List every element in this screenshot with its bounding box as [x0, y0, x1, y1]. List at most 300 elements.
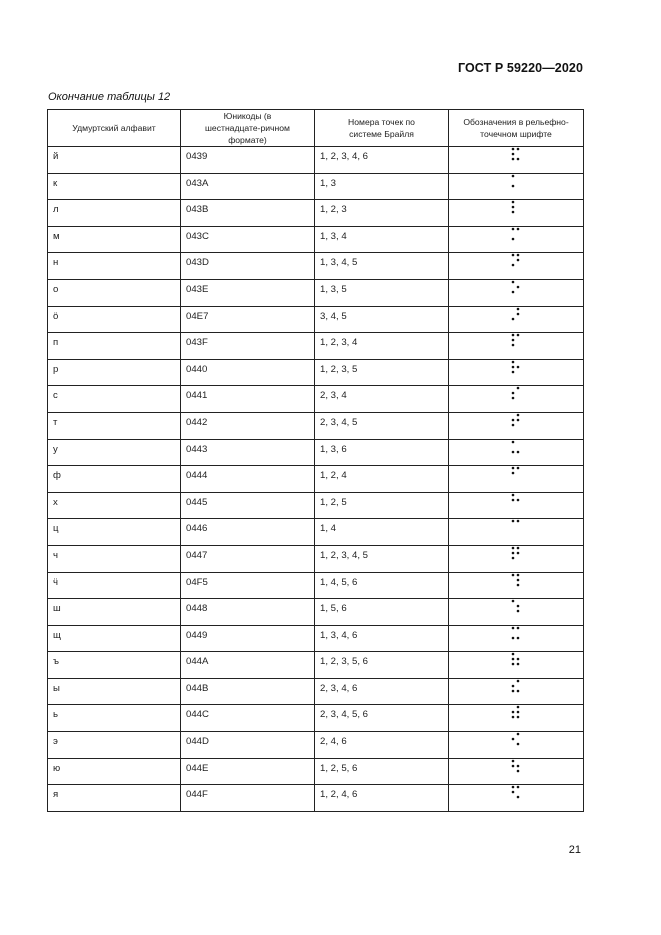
braille-dot	[517, 764, 520, 767]
unicode-cell-text: 043C	[186, 230, 209, 242]
unicode-cell-text: 044D	[186, 736, 209, 748]
braille-dot	[517, 610, 520, 613]
braille-cell	[449, 678, 584, 705]
table-row	[48, 306, 584, 333]
letter-cell	[48, 306, 181, 333]
dots-cell-text: 2, 3, 4	[320, 390, 347, 402]
braille-glyph-icon	[511, 413, 521, 427]
braille-dot	[517, 663, 520, 666]
unicode-cell-text: 0448	[186, 603, 208, 615]
letter-cell	[48, 652, 181, 679]
table-row	[48, 572, 584, 599]
braille-dot	[517, 520, 520, 523]
dots-cell	[315, 359, 449, 386]
letter-cell	[48, 333, 181, 360]
dots-cell-text: 1, 2, 4	[320, 470, 347, 482]
dots-cell	[315, 386, 449, 413]
braille-dot	[512, 281, 515, 284]
letter-cell	[48, 678, 181, 705]
braille-dot	[512, 711, 515, 714]
braille-glyph-icon	[511, 705, 521, 719]
braille-dot	[512, 764, 515, 767]
table-row	[48, 439, 584, 466]
braille-glyph-icon	[511, 227, 521, 241]
unicode-cell	[181, 732, 315, 759]
letter-cell-text: ф	[53, 470, 61, 482]
braille-dot	[512, 419, 515, 422]
braille-dot	[517, 743, 520, 746]
letter-cell	[48, 732, 181, 759]
letter-cell	[48, 705, 181, 732]
unicode-cell	[181, 306, 315, 333]
braille-dot	[512, 334, 515, 337]
table-row	[48, 279, 584, 306]
unicode-cell-text: 043E	[186, 283, 209, 295]
unicode-cell-text: 043D	[186, 257, 209, 269]
braille-dot	[512, 467, 515, 470]
braille-dot	[512, 626, 515, 629]
dots-cell	[315, 572, 449, 599]
table-row	[48, 785, 584, 812]
braille-glyph-icon	[511, 652, 521, 666]
braille-dot	[517, 254, 520, 257]
letter-cell-text: ь	[53, 709, 58, 721]
unicode-cell	[181, 333, 315, 360]
dots-cell	[315, 466, 449, 493]
letter-cell-text: р	[53, 363, 59, 375]
braille-dot	[517, 312, 520, 315]
letter-cell	[48, 599, 181, 626]
braille-cell	[449, 758, 584, 785]
dots-cell	[315, 519, 449, 546]
braille-dot	[517, 227, 520, 230]
braille-glyph-icon	[511, 493, 521, 507]
braille-dot	[517, 450, 520, 453]
dots-cell-text: 1, 3, 5	[320, 283, 347, 295]
braille-dot	[512, 547, 515, 550]
letter-cell-text: ӵ	[53, 576, 58, 588]
letter-cell	[48, 625, 181, 652]
braille-cell	[449, 333, 584, 360]
braille-dot	[512, 158, 515, 161]
braille-dot	[512, 786, 515, 789]
letter-cell	[48, 279, 181, 306]
letter-cell-text: щ	[53, 629, 61, 641]
unicode-cell-text: 0439	[186, 151, 208, 162]
unicode-cell-text: 0446	[186, 523, 208, 535]
braille-dot	[512, 738, 515, 741]
table-row	[48, 466, 584, 493]
dots-cell	[315, 758, 449, 785]
dots-cell-text: 1, 4	[320, 523, 337, 535]
unicode-cell	[181, 466, 315, 493]
braille-glyph-icon	[511, 626, 521, 640]
braille-dot	[512, 658, 515, 661]
table-row	[48, 253, 584, 280]
table-row	[48, 173, 584, 200]
unicode-cell-text: 044A	[186, 656, 209, 668]
braille-dot	[517, 158, 520, 161]
braille-cell	[449, 545, 584, 572]
braille-glyph-icon	[511, 599, 521, 613]
letter-cell	[48, 147, 181, 174]
braille-dot	[512, 759, 515, 762]
braille-dot	[512, 360, 515, 363]
dots-cell	[315, 599, 449, 626]
unicode-cell	[181, 492, 315, 519]
braille-cell	[449, 625, 584, 652]
dots-cell	[315, 732, 449, 759]
braille-dot	[517, 605, 520, 608]
unicode-cell-text: 0440	[186, 363, 208, 375]
letter-cell-text: н	[53, 257, 59, 269]
braille-dot	[512, 791, 515, 794]
braille-dot	[517, 578, 520, 581]
braille-glyph-icon	[511, 759, 521, 773]
unicode-cell-text: 044C	[186, 709, 209, 721]
braille-dot	[517, 733, 520, 736]
table-row	[48, 758, 584, 785]
dots-cell-text: 1, 2, 5, 6	[320, 762, 358, 774]
unicode-cell-text: 0447	[186, 549, 208, 561]
dots-cell-text: 1, 4, 5, 6	[320, 576, 358, 588]
braille-glyph-icon	[511, 785, 521, 799]
dots-cell-text: 2, 4, 6	[320, 736, 347, 748]
braille-dot	[512, 557, 515, 560]
letter-cell	[48, 226, 181, 253]
unicode-cell	[181, 412, 315, 439]
unicode-cell-text: 0441	[186, 390, 208, 402]
dots-cell	[315, 492, 449, 519]
letter-cell	[48, 785, 181, 812]
dots-cell	[315, 412, 449, 439]
table-row	[48, 519, 584, 546]
unicode-cell	[181, 625, 315, 652]
braille-glyph-icon	[511, 307, 521, 321]
letter-cell	[48, 173, 181, 200]
braille-dot	[512, 716, 515, 719]
table-row	[48, 359, 584, 386]
letter-cell	[48, 572, 181, 599]
braille-dot	[512, 370, 515, 373]
braille-dot	[512, 653, 515, 656]
braille-dot	[512, 450, 515, 453]
unicode-cell	[181, 519, 315, 546]
letter-cell-text: й	[53, 151, 59, 162]
braille-dot	[512, 397, 515, 400]
dots-cell	[315, 678, 449, 705]
braille-glyph-icon	[511, 573, 521, 587]
letter-cell-text: э	[53, 736, 58, 748]
unicode-cell-text: 043F	[186, 337, 208, 349]
dots-cell-text: 1, 3, 4	[320, 230, 347, 242]
braille-dot	[517, 769, 520, 772]
letter-cell	[48, 492, 181, 519]
unicode-cell	[181, 226, 315, 253]
letter-cell-text: л	[53, 204, 59, 216]
letter-cell-text: ч	[53, 549, 58, 561]
braille-dot	[517, 636, 520, 639]
braille-dot	[512, 498, 515, 501]
letter-cell-text: о	[53, 283, 59, 295]
table-row	[48, 732, 584, 759]
braille-dot	[512, 440, 515, 443]
letter-cell-text: ӧ	[53, 310, 59, 322]
dots-cell	[315, 200, 449, 227]
braille-dot	[517, 716, 520, 719]
letter-cell	[48, 253, 181, 280]
table-row	[48, 705, 584, 732]
dots-cell-text: 1, 3	[320, 177, 337, 189]
table-row	[48, 226, 584, 253]
braille-dot	[512, 339, 515, 342]
dots-cell-text: 1, 3, 4, 6	[320, 629, 358, 641]
unicode-cell	[181, 253, 315, 280]
braille-dot	[517, 552, 520, 555]
dots-cell-text: 1, 2, 3, 4	[320, 337, 358, 349]
table-row	[48, 200, 584, 227]
braille-dot	[512, 472, 515, 475]
braille-dot	[512, 663, 515, 666]
letter-cell-text: ю	[53, 762, 61, 774]
header-dots: Номера точек по системе Брайля	[315, 110, 449, 147]
dots-cell-text: 1, 2, 3, 5	[320, 363, 358, 375]
unicode-cell-text: 043A	[186, 177, 209, 189]
dots-cell	[315, 705, 449, 732]
braille-dot	[517, 690, 520, 693]
letter-cell	[48, 545, 181, 572]
braille-dot	[517, 414, 520, 417]
braille-dot	[512, 227, 515, 230]
letter-cell-text: ы	[53, 682, 60, 694]
unicode-cell-text: 0445	[186, 496, 208, 508]
braille-dot	[517, 307, 520, 310]
table-row	[48, 492, 584, 519]
braille-dot	[517, 573, 520, 576]
dots-cell	[315, 333, 449, 360]
braille-cell	[449, 599, 584, 626]
unicode-cell	[181, 147, 315, 174]
dots-cell-text: 1, 2, 3	[320, 204, 347, 216]
braille-glyph-icon	[511, 147, 521, 161]
letter-cell-text: п	[53, 337, 59, 349]
braille-glyph-icon	[511, 466, 521, 480]
braille-cell	[449, 412, 584, 439]
braille-dot	[517, 365, 520, 368]
braille-dot	[517, 467, 520, 470]
table-row	[48, 147, 584, 174]
dots-cell-text: 1, 2, 3, 5, 6	[320, 656, 369, 668]
unicode-cell-text: 0444	[186, 470, 208, 482]
unicode-cell-text: 044E	[186, 762, 209, 774]
dots-cell-text: 1, 2, 3, 4, 5	[320, 549, 369, 561]
braille-dot	[517, 387, 520, 390]
braille-dot	[512, 493, 515, 496]
dots-cell-text: 1, 3, 6	[320, 443, 347, 455]
braille-dot	[517, 626, 520, 629]
dots-cell	[315, 253, 449, 280]
dots-cell-text: 1, 5, 6	[320, 603, 347, 615]
braille-cell	[449, 439, 584, 466]
letter-cell-text: ъ	[53, 656, 59, 668]
letter-cell	[48, 758, 181, 785]
braille-dot	[517, 786, 520, 789]
header-braille: Обозначения в рельефно-точечном шрифте	[449, 110, 584, 147]
braille-cell	[449, 466, 584, 493]
braille-dot	[517, 334, 520, 337]
braille-cell	[449, 652, 584, 679]
unicode-cell	[181, 652, 315, 679]
braille-glyph-icon	[511, 280, 521, 294]
letter-cell-text: м	[53, 230, 60, 242]
braille-cell	[449, 173, 584, 200]
unicode-cell-text: 044B	[186, 682, 209, 694]
braille-cell	[449, 705, 584, 732]
dots-cell	[315, 625, 449, 652]
table-row	[48, 412, 584, 439]
unicode-cell	[181, 572, 315, 599]
braille-dot	[512, 392, 515, 395]
table-row	[48, 652, 584, 679]
braille-dot	[512, 636, 515, 639]
braille-dot	[517, 680, 520, 683]
braille-glyph-icon	[511, 386, 521, 400]
table-row	[48, 386, 584, 413]
dots-cell-text: 2, 3, 4, 6	[320, 682, 358, 694]
table-row	[48, 599, 584, 626]
letter-cell-text: у	[53, 443, 58, 455]
braille-dot	[517, 547, 520, 550]
letter-cell	[48, 386, 181, 413]
braille-dot	[517, 148, 520, 151]
braille-cell	[449, 200, 584, 227]
unicode-cell	[181, 545, 315, 572]
letter-cell	[48, 412, 181, 439]
braille-dot	[517, 259, 520, 262]
dots-cell	[315, 226, 449, 253]
braille-dot	[512, 254, 515, 257]
dots-cell	[315, 545, 449, 572]
dots-cell-text: 1, 3, 4, 5	[320, 257, 358, 269]
letter-cell-text: с	[53, 390, 58, 402]
braille-dot	[517, 498, 520, 501]
header-alphabet: Удмуртский алфавит	[48, 110, 181, 147]
braille-dot	[512, 365, 515, 368]
braille-dot	[512, 573, 515, 576]
dots-cell	[315, 785, 449, 812]
braille-glyph-icon	[511, 360, 521, 374]
table-caption: Окончание таблицы 12	[48, 91, 171, 103]
braille-dot	[512, 237, 515, 240]
dots-cell-text: 3, 4, 5	[320, 310, 347, 322]
dots-cell-text: 1, 2, 3, 4, 6	[320, 151, 369, 162]
braille-cell	[449, 785, 584, 812]
braille-glyph-icon	[511, 174, 521, 188]
unicode-cell	[181, 279, 315, 306]
unicode-cell	[181, 200, 315, 227]
braille-dot	[512, 148, 515, 151]
header-unicode: Юникоды (в шестнадцате-ричном формате)	[181, 110, 315, 147]
braille-cell	[449, 359, 584, 386]
braille-dot	[512, 685, 515, 688]
table-row	[48, 625, 584, 652]
braille-cell	[449, 253, 584, 280]
unicode-cell	[181, 359, 315, 386]
braille-dot	[512, 291, 515, 294]
braille-dot	[512, 264, 515, 267]
letter-cell	[48, 200, 181, 227]
braille-dot	[512, 424, 515, 427]
braille-dot	[512, 552, 515, 555]
braille-dot	[512, 690, 515, 693]
dots-cell	[315, 439, 449, 466]
braille-dot	[517, 583, 520, 586]
braille-dot	[517, 706, 520, 709]
braille-cell	[449, 226, 584, 253]
unicode-cell	[181, 386, 315, 413]
braille-cell	[449, 147, 584, 174]
letter-cell-text: я	[53, 789, 59, 801]
table-row	[48, 545, 584, 572]
braille-glyph-icon	[511, 519, 521, 533]
braille-glyph-icon	[511, 333, 521, 347]
dots-cell-text: 1, 2, 5	[320, 496, 347, 508]
letter-cell-text: к	[53, 177, 58, 189]
braille-dot	[512, 174, 515, 177]
table-row	[48, 678, 584, 705]
braille-glyph-icon	[511, 253, 521, 267]
braille-glyph-icon	[511, 732, 521, 746]
unicode-cell	[181, 439, 315, 466]
letter-cell	[48, 439, 181, 466]
braille-cell	[449, 732, 584, 759]
braille-glyph-icon	[511, 679, 521, 693]
unicode-cell-text: 04F5	[186, 576, 208, 588]
unicode-cell	[181, 785, 315, 812]
unicode-cell	[181, 599, 315, 626]
braille-dot	[517, 658, 520, 661]
dots-cell	[315, 652, 449, 679]
braille-dot	[512, 317, 515, 320]
dots-cell	[315, 173, 449, 200]
unicode-cell	[181, 758, 315, 785]
dots-cell-text: 1, 2, 4, 6	[320, 789, 358, 801]
unicode-cell	[181, 678, 315, 705]
unicode-cell-text: 044F	[186, 789, 208, 801]
braille-dot	[517, 286, 520, 289]
unicode-cell-text: 0449	[186, 629, 208, 641]
unicode-cell	[181, 173, 315, 200]
braille-cell	[449, 306, 584, 333]
braille-dot	[512, 153, 515, 156]
braille-cell	[449, 492, 584, 519]
letter-cell-text: ц	[53, 523, 59, 535]
braille-dot	[512, 520, 515, 523]
table-row	[48, 333, 584, 360]
unicode-cell	[181, 705, 315, 732]
braille-glyph-icon	[511, 546, 521, 560]
dots-cell	[315, 306, 449, 333]
letter-cell	[48, 466, 181, 493]
braille-dot	[512, 211, 515, 214]
dots-cell	[315, 147, 449, 174]
letter-cell	[48, 359, 181, 386]
braille-dot	[517, 796, 520, 799]
braille-table	[47, 109, 584, 812]
dots-cell-text: 2, 3, 4, 5	[320, 416, 358, 428]
unicode-cell-text: 043B	[186, 204, 209, 216]
braille-dot	[512, 206, 515, 209]
